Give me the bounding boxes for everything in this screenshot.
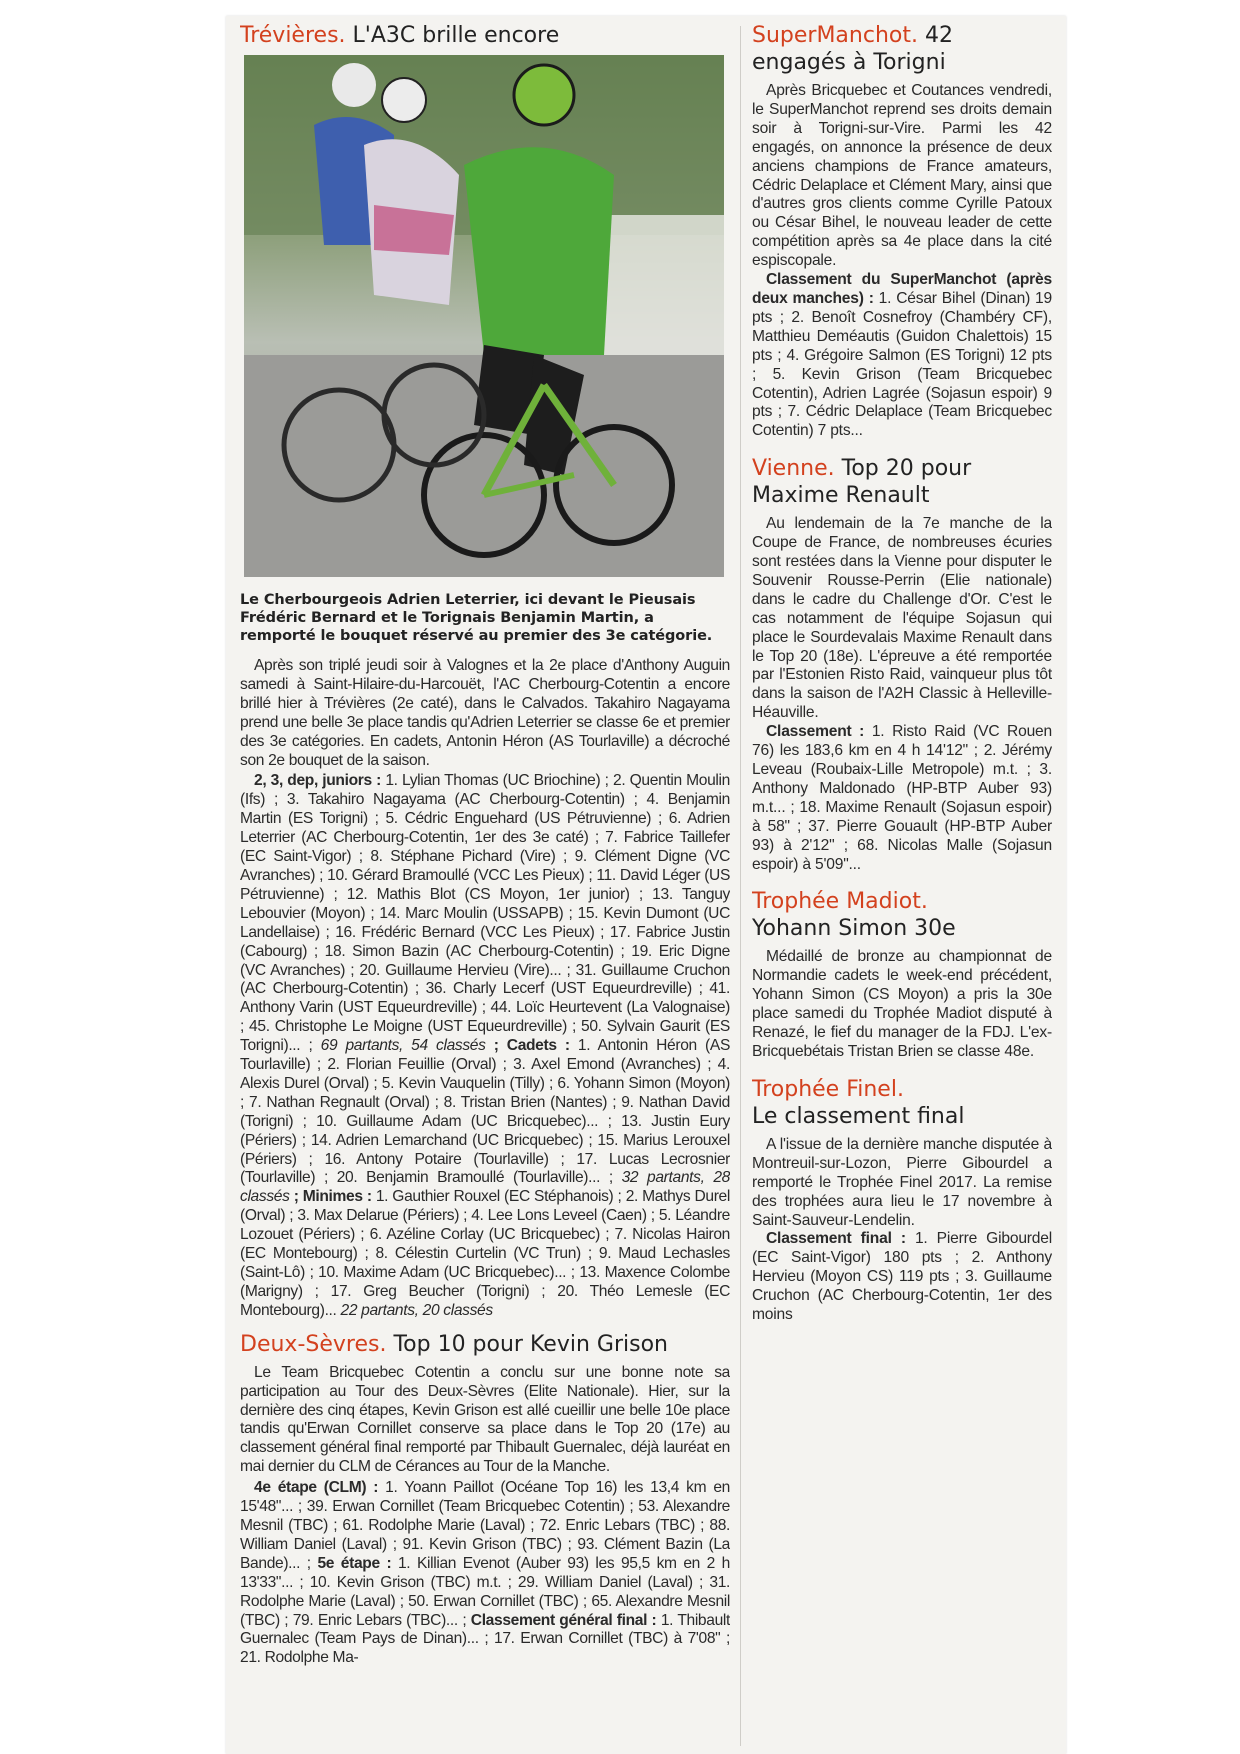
ranking-text: 1. Pierre Gibourdel (EC Saint-Vigor) 180 pts ; 2. Anthony Hervieu (Moyon CS) 119 pts ; 3. Guillaume Cruchon (AC Cherbourg-Cotentin, 1er des moins xyxy=(752,1230,1052,1324)
results-paragraph xyxy=(240,772,730,1320)
right-column xyxy=(752,16,1052,1325)
headline-supermanchot xyxy=(752,22,1052,76)
results-paragraph xyxy=(752,271,1052,441)
kicker: Trophée Finel. xyxy=(752,1076,904,1102)
general-ranking-label: Classement général final : xyxy=(470,1611,657,1629)
headline-title: L'A3C brille encore xyxy=(352,23,560,48)
category-label-minimes: ; Minimes : xyxy=(289,1188,372,1206)
article-intro: Le Team Bricquebec Cotentin a conclu sur une bonne note sa participation au Tour des Deux-Sèvres (Elite Nationale). Hier, sur la dernière des cinq étapes, Kevin Grison est allé cueillir une belle 10e place tandis qu'Erwan Cornillet conserve sa place dans le Top 20 (17e) au classement général final remporté par Thibault Guernalec, déjà lauréat en mai dernier du CLM de Cérances au Tour de la Manche. xyxy=(240,1363,730,1476)
headline-finel xyxy=(752,1076,1052,1130)
headline-title: Top 20 pour Maxime Renault xyxy=(752,456,972,509)
category-label-cadets: ; Cadets : xyxy=(485,1037,570,1055)
stage-label-5: 5e étape : xyxy=(317,1554,392,1572)
results-paragraph xyxy=(240,1479,730,1668)
left-column xyxy=(240,16,730,1668)
kicker: Trévières. xyxy=(240,23,346,48)
results-cadets: 1. Antonin Héron (AS Tourlaville) ; 2. Florian Feuillie (Orval) ; 3. Axel Emond (Avranches) ; 4. Alexis Durel (Orval) ; 5. Kevin Vauquelin (Tilly) ; 6. Yohann Simon (Moyon) ; 7. Nathan Regnault (Orval) ; 8. Tristan Brien (Nantes) ; 9. Nathan David (Torigni) ; 10. Guillaume Adam (UC Bricquebec)... ; 13. Justin Eury (Périers) ; 14. Adrien Lemarchand (UC Bricquebec) ; 15. Marius Lerouxel (Périers) ; 16. Antony Potaire (Tourlaville) ; 17. Lucas Lecrosnier (Tourlaville) ; 20. Benjamin Bramoullé (Tourlaville)... ; xyxy=(240,1037,730,1187)
results-paragraph xyxy=(752,723,1052,874)
kicker: Deux-Sèvres. xyxy=(240,1331,387,1357)
cyclists-photo xyxy=(244,55,724,577)
kicker: Trophée Madiot. xyxy=(752,889,928,915)
article-intro: Médaillé de bronze au championnat de Normandie cadets le week-end précédent, Yohann Simon (CS Moyon) a pris la 30e place samedi du Trophée Madiot disputé à Renazé, le fief du manager de la FDJ. L'ex-Bricquebétais Tristan Brien se classe 48e. xyxy=(752,948,1052,1060)
headline-title: 42 engagés à Torigni xyxy=(752,23,953,75)
results-general: 1. Thibault Guernalec (Team Pays de Dinan)... ; 17. Erwan Cornillet (TBC) à 7'08" ; 21. Rodolphe Ma- xyxy=(240,1611,730,1667)
article-intro: Au lendemain de la 7e manche de la Coupe de France, de nombreuses écuries sont restées dans la Vienne pour disputer le Souvenir Rousse-Perrin (Elie nationale) dans le cadre du Challenge d'Or. C'est le cas notamment de l'équipe Sojasun qui place le Sourdevalais Maxime Renault dans le Top 20 (18e). L'épreuve a été remportée par l'Estonien Risto Raid, vainqueur plus tôt dans la saison de l'A2H Classic à Helleville-Héauville. xyxy=(752,515,1052,722)
photo-caption: Le Cherbourgeois Adrien Leterrier, ici devant le Pieusais Frédéric Bernard et le Torignais Benjamin Martin, a remporté le bouquet réservé au premier des 3e catégorie. xyxy=(240,592,713,644)
ranking-label: Classement du SuperManchot (après deux manches) : xyxy=(752,271,1052,307)
stage-label-4: 4e étape (CLM) : xyxy=(254,1479,379,1497)
headline-title: Top 10 pour Kevin Grison xyxy=(393,1331,668,1357)
headline-madiot xyxy=(752,888,1052,942)
ranking-text: 1. César Bihel (Dinan) 19 pts ; 2. Benoît Cosnefroy (Chambéry CF), Matthieu Deméautis (Guidon Chalettois) 15 pts ; 4. Grégoire Salmon (ES Torigni) 12 pts ; 5. Kevin Grison (Team Bricquebec Cotentin), Adrien Lagrée (Sojasun espoir) 9 pts ; 7. Cédric Delaplace (Team Bricquebec Cotentin) 7 pts... xyxy=(752,289,1052,440)
results-stage-4: 1. Yoann Paillot (Océane Top 16) les 13,4 km en 15'48"... ; 39. Erwan Cornillet (Team Bricquebec Cotentin) ; 53. Alexandre Mesnil (TBC) ; 61. Rodolphe Marie (Laval) ; 72. Enric Lebars (TBC) ; 88. William Daniel (Laval) ; 91. Kevin Grison (TBC) ; 93. Clément Bazin (La Bande)... ; xyxy=(240,1479,730,1572)
results-minimes-count: 22 partants, 20 classés xyxy=(340,1301,493,1319)
results-juniors: 1. Lylian Thomas (UC Briochine) ; 2. Quentin Moulin (Ifs) ; 3. Takahiro Nagayama (AC Cherbourg-Cotentin) ; 4. Benjamin Martin (ES Torigni) ; 5. Cédric Enguehard (US Pétruvienne) ; 6. Adrien Leterrier (AC Cherbourg-Cotentin, 1er des 3e caté) ; 7. Fabrice Taillefer (EC Saint-Vigor) ; 8. Stéphane Pichard (Vire) ; 9. Clément Digne (VC Avranches) ; 10. Gérard Bramoullé (VCC Les Pieux) ; 11. David Léger (US Pétruvienne) ; 12. Mathis Blot (CS Moyon, 1er junior) ; 13. Tanguy Lebouvier (Moyon) ; 14. Marc Moulin (USSAPB) ; 15. Kevin Dumont (UC Landellaise) ; 16. Frédéric Bernard (VCC Les Pieux) ; 17. Fabrice Justin (Cabourg) ; 18. Simon Bazin (AC Cherbourg-Cotentin) ; 19. Eric Digne (VC Avranches) ; 20. Guillaume Hervieu (Vire)... ; 31. Guillaume Cruchon (AC Cherbourg-Cotentin) ; 36. Charly Lecerf (UST Equeurdreville) ; 41. Anthony Varin (UST Equeurdreville) ; 44. Loïc Heurtevent (La Valognaise) ; 45. Christophe Le Moigne (UST Equeurdreville) ; 50. Sylvain Gaurit (ES Torigni)... ; xyxy=(240,772,730,1055)
results-juniors-count: 69 partants, 54 classés xyxy=(320,1037,486,1055)
category-label-juniors: 2, 3, dep, juniors : xyxy=(254,772,381,790)
headline-title: Yohann Simon 30e xyxy=(752,916,956,942)
kicker: Vienne. xyxy=(752,456,835,482)
headline-vienne xyxy=(752,455,1052,509)
results-cadets-count: 32 partants, 28 classés xyxy=(240,1169,730,1206)
results-stage-5: 1. Killian Evenot (Auber 93) les 95,5 km en 2 h 13'33"... ; 10. Kevin Grison (TBC) m.t. ; 29. William Daniel (Laval) ; 31. Rodolphe Marie (Laval) ; 50. Erwan Cornillet (TBC) ; 65. Alexandre Mesnil (TBC) ; 79. Enric Lebars (TBC)... ; xyxy=(240,1554,730,1629)
article-intro: Après Bricquebec et Coutances vendredi, le SuperManchot reprend ses droits demain soir à Torigni-sur-Vire. Parmi les 42 engagés, on annonce la présence de deux anciens champions de France amateurs, Cédric Delaplace et Clément Mary, ainsi que d'autres gros clients comme Cyrille Patoux ou César Bihel, le nouveau leader de cette compétition après sa 4e place dans la cité espiscopale. xyxy=(752,82,1052,270)
kicker: SuperManchot. xyxy=(752,23,918,48)
results-minimes: 1. Gauthier Rouxel (EC Stéphanois) ; 2. Mathys Durel (Orval) ; 3. Max Delarue (Périers) ; 4. Lee Lons Leveel (Caen) ; 5. Léandre Lozouet (Périers) ; 6. Azéline Corlay (UC Bricquebec) ; 7. Nicolas Hairon (EC Montebourg) ; 8. Célestin Curtelin (VC Trun) ; 9. Maud Lechasles (Saint-Lô) ; 10. Maxime Adam (UC Bricquebec)... ; 13. Maxence Colombe (Marigny) ; 17. Greg Beucher (Torigni) ; 20. Théo Lemesle (EC Montebourg)... xyxy=(240,1188,730,1319)
ranking-text: 1. Risto Raid (VC Rouen 76) les 183,6 km en 4 h 14'12" ; 2. Jérémy Leveau (Roubaix-Lille Metropole) m.t. ; 3. Anthony Maldonado (HP-BTP Auber 93) m.t... ; 18. Maxime Renault (Sojasun espoir) à 58" ; 37. Pierre Gouault (HP-BTP Auber 93) à 2'12" ; 68. Nicolas Malle (Sojasun espoir) à 5'09"... xyxy=(752,723,1052,873)
column-rule xyxy=(740,26,741,1746)
article-intro: Après son triplé jeudi soir à Valognes et la 2e place d'Anthony Auguin samedi à Saint-Hilaire-du-Harcouët, l'AC Cherbourg-Cotentin a encore brillé hier à Trévières (2e caté), dans le Calvados. Takahiro Nagayama prend une belle 3e place tandis qu'Adrien Leterrier se classe 6e et premier des 3e catégories. En cadets, Antonin Héron (AS Tourlaville) a décroché son 2e bouquet de la saison. xyxy=(240,657,730,769)
article-intro: A l'issue de la dernière manche disputée à Montreuil-sur-Lozon, Pierre Gibourdel a remporté le Trophée Finel 2017. La remise des trophées aura lieu le 17 novembre à Saint-Sauveur-Lendelin. xyxy=(752,1135,1052,1229)
headline-trevieres xyxy=(240,22,730,49)
ranking-label: Classement : xyxy=(766,723,865,741)
ranking-label: Classement final : xyxy=(766,1230,906,1248)
newspaper-clipping xyxy=(226,16,1066,1754)
photo-illustration xyxy=(244,55,724,577)
headline-deux-sevres xyxy=(240,1331,730,1358)
headline-title: Le classement final xyxy=(752,1103,965,1129)
results-paragraph xyxy=(752,1230,1052,1325)
